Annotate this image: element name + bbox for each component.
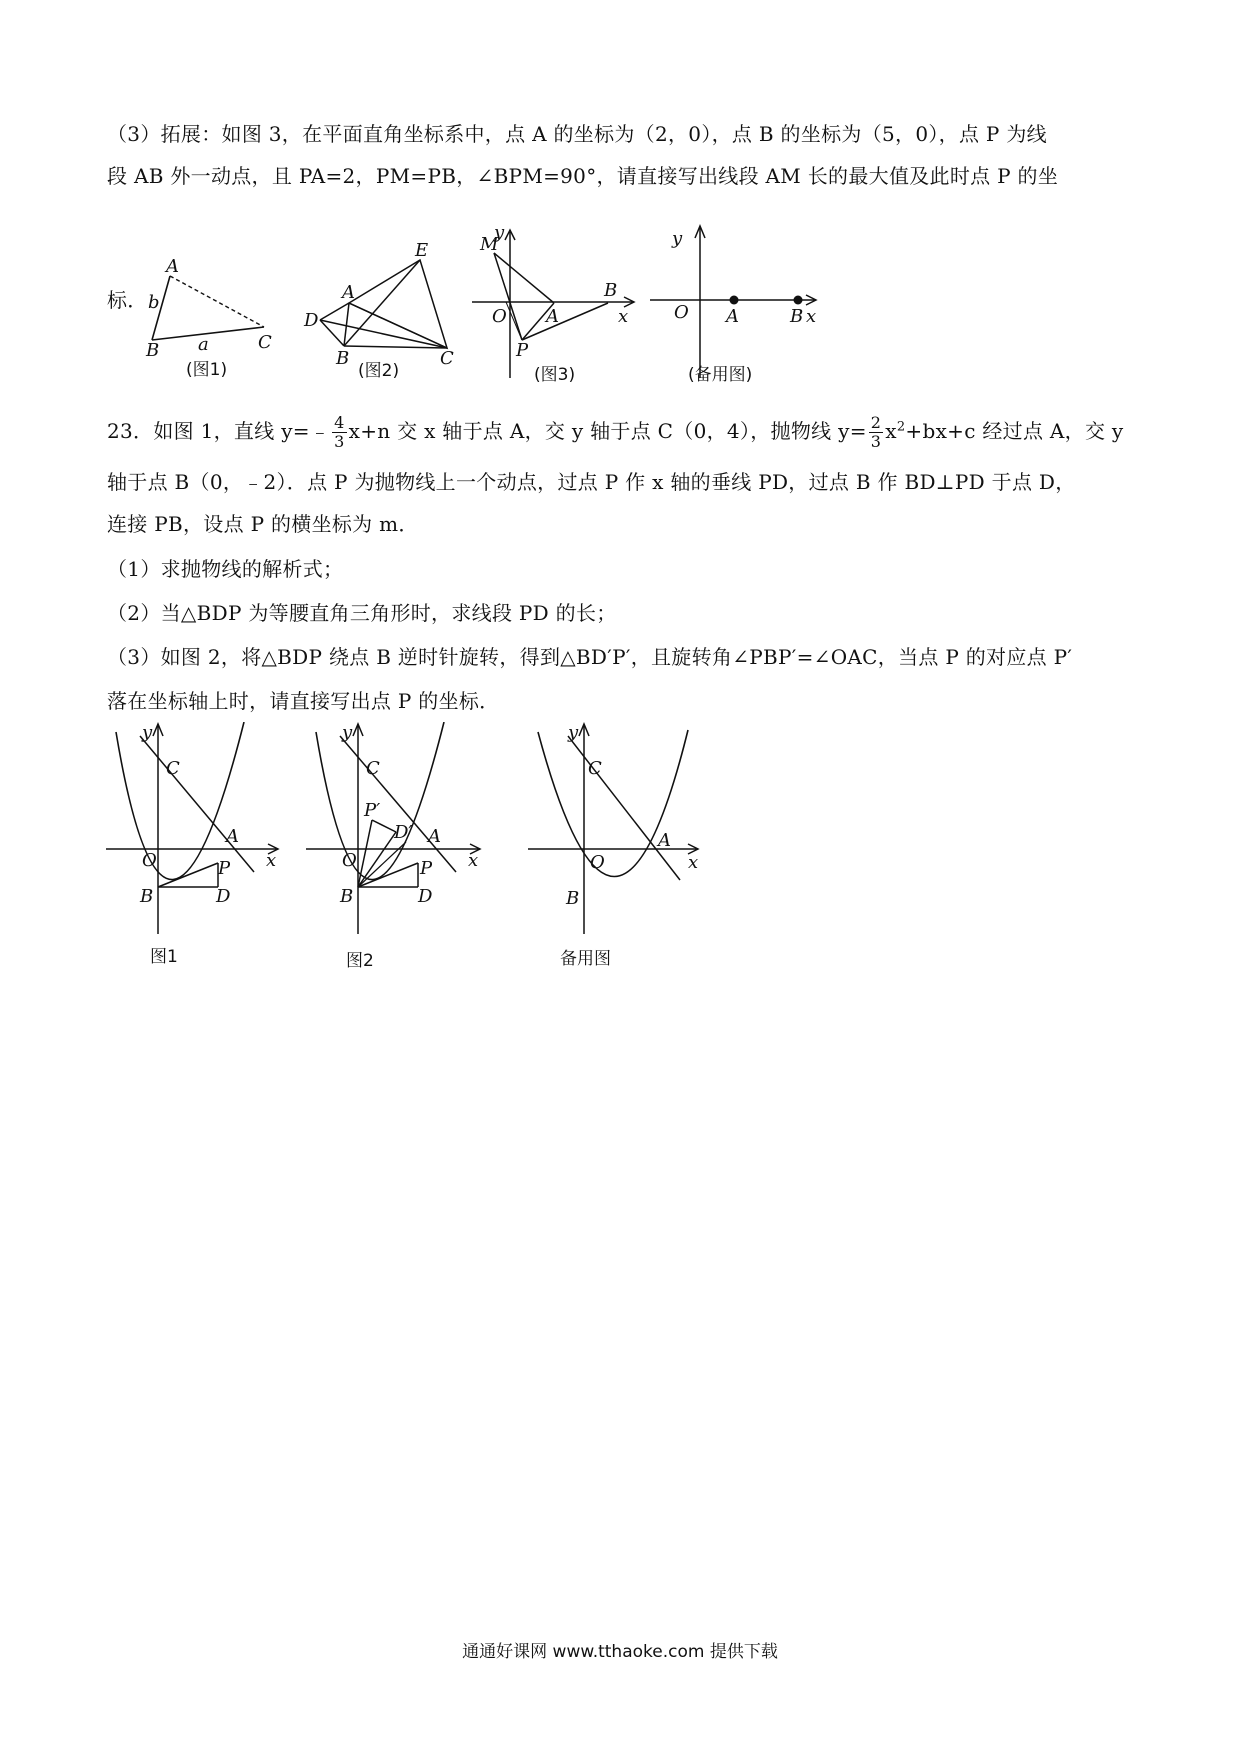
q22-figure-3 — [470, 226, 650, 386]
q23-part1: （1）求抛物线的解析式； — [107, 557, 344, 581]
fig2-label-A: A — [342, 282, 355, 303]
q23-fig3-caption: 备用图 — [560, 949, 611, 969]
q23-fig2-label-P: P — [420, 858, 433, 879]
q23-fraction-1: $\frac{4}{3}$ — [334, 413, 345, 451]
q23-part3-line1: （3）如图 2，将△BDP 绕点 B 逆时针旋转，得到△BD′P′，且旋转角∠PBP′=∠OAC，当点 P 的对应点 P′ — [107, 645, 1073, 669]
fig4-label-O: O — [674, 302, 689, 323]
fig1-caption: (图1) — [186, 360, 228, 380]
q23-fig3-label-A: A — [658, 830, 671, 851]
q23-fig1-caption: 图1 — [150, 947, 178, 967]
q23-fig2-label-A: A — [428, 826, 441, 847]
q23-fig2-label-C: C — [366, 758, 380, 779]
q23-fig2-caption: 图2 — [346, 951, 374, 970]
fig3-label-x: x — [618, 306, 629, 327]
q23-fraction-2: $\frac{2}{3}$ — [870, 413, 882, 451]
q23-figure-3 — [524, 722, 704, 970]
fig1-label-b: b — [148, 292, 160, 313]
q23-fig1-label-C: C — [166, 758, 180, 779]
q23-fig2-label-P-prime: P′ — [364, 800, 381, 821]
q23-fig2-label-x: x — [468, 850, 479, 871]
q23-line2: 轴于点 B（0，﹣2）．点 P 为抛物线上一个动点，过点 P 作 x 轴的垂线 PD，过点 B 作 BD⊥PD 于点 D， — [107, 470, 1076, 494]
fig4-label-B: B — [790, 306, 804, 327]
q23-fig1-label-y: y — [142, 722, 153, 743]
q23-fig3-label-C: C — [588, 758, 602, 779]
fig3-label-P: P — [516, 340, 529, 361]
q22-figure-1 — [140, 250, 290, 385]
fig3-label-B: B — [604, 280, 618, 301]
q23-fig2-label-O: O — [342, 850, 357, 871]
q23-figure-1 — [106, 722, 286, 970]
q23-line1: 23．如图 1，直线 y=﹣ $\frac{4}{3}$ x+n 交 x 轴于点 A，交 y 轴于点 C（0，4），抛物线 y= $\frac{2}{3}$ $x^2+bx+c$ 经过点 A，交 y — [107, 413, 1124, 451]
q23-fig2-label-D-prime: D′ — [394, 822, 413, 843]
fig4-caption: (备用图) — [688, 365, 753, 385]
fig3-label-M: M — [480, 234, 499, 255]
fig1-label-B: B — [146, 340, 160, 361]
fig1-label-A: A — [166, 256, 179, 277]
q22-part3-line1: （3）拓展：如图 3，在平面直角坐标系中，点 A 的坐标为（2，0），点 B 的坐标为（5，0），点 P 为线 — [107, 122, 1047, 146]
q23-fig1-label-A: A — [226, 826, 239, 847]
q23-fig1-label-P: P — [218, 858, 231, 879]
fig4-label-y: y — [672, 228, 683, 249]
fig2-label-E: E — [415, 240, 429, 261]
fig3-label-A: A — [546, 306, 559, 327]
q23-fig3-label-B: B — [566, 888, 580, 909]
q22-figure-2 — [300, 238, 470, 385]
q23-figure-2 — [306, 722, 488, 970]
fig3-caption: (图3) — [534, 365, 576, 385]
fig2-label-D: D — [304, 310, 319, 331]
q23-fig1-label-B: B — [140, 886, 154, 907]
q22-part3-line3: 标． — [107, 288, 148, 312]
q23-fig3-label-y: y — [568, 722, 579, 743]
fig1-label-a: a — [198, 334, 209, 355]
q22-figure-4 — [648, 220, 828, 386]
fig3-label-y: y — [494, 226, 505, 243]
q23-fig1-label-x: x — [266, 850, 277, 871]
fig2-label-C: C — [440, 348, 454, 369]
q23-fig3-label-O: O — [590, 852, 605, 873]
q23-part3-line2: 落在坐标轴上时，请直接写出点 P 的坐标． — [107, 689, 500, 713]
q23-fig2-label-B: B — [340, 886, 354, 907]
q23-fig1-label-O: O — [142, 850, 157, 871]
q23-fig2-label-D: D — [418, 886, 433, 907]
fig1-label-C: C — [258, 332, 272, 353]
q23-line3: 连接 PB，设点 P 的横坐标为 m． — [107, 512, 419, 536]
q23-fig1-label-D: D — [216, 886, 231, 907]
fig2-label-B: B — [336, 348, 350, 369]
q23-fig2-label-y: y — [342, 722, 353, 743]
fig4-label-x: x — [806, 306, 817, 327]
fig3-label-O: O — [492, 306, 507, 327]
q23-fig3-label-x: x — [688, 852, 699, 873]
fig4-label-A: A — [726, 306, 739, 327]
q22-part3-line2: 段 AB 外一动点，且 PA=2，PM=PB，∠BPM=90°，请直接写出线段 AM 长的最大值及此时点 P 的坐 — [107, 164, 1059, 188]
fig2-caption: (图2) — [358, 361, 400, 381]
page-footer: 通通好课网 www.tthaoke.com 提供下载 — [462, 1642, 778, 1662]
q23-part2: （2）当△BDP 为等腰直角三角形时，求线段 PD 的长； — [107, 601, 617, 625]
